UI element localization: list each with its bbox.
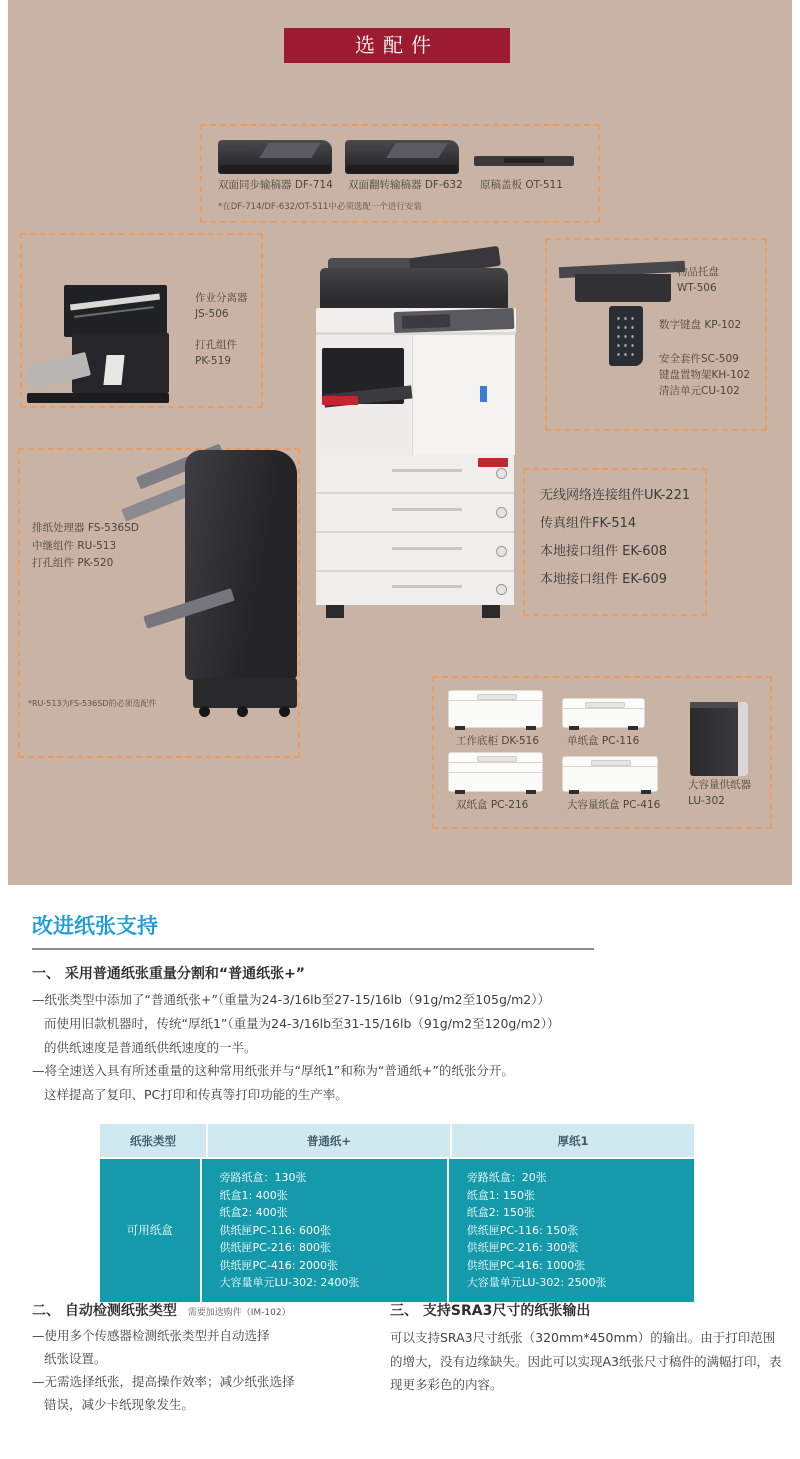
ek608-label: 本地接口组件 EK-608	[540, 544, 668, 559]
js506-label	[195, 291, 248, 322]
df714-image	[218, 140, 332, 174]
finisher-caster-2	[237, 706, 248, 717]
pc416-handle	[591, 760, 631, 766]
pk519-slot	[103, 355, 124, 385]
title-underline	[32, 948, 594, 950]
thick-bypass: 旁路纸盒：20张	[466, 1171, 547, 1184]
header-plain-plus: 普通纸+	[208, 1124, 450, 1157]
section2-line4: 错误，减少卡纸现象发生。	[44, 1397, 195, 1412]
pc216-image	[448, 752, 543, 792]
plain-pc416: 供纸匣PC-416: 2000张	[219, 1258, 339, 1272]
section-banner: 选配件	[284, 28, 510, 63]
mfp-drawer-2-handle	[392, 508, 462, 511]
finisher-note: *RU-513为FS-536SD的必须选配件	[28, 699, 157, 708]
pc416-foot-left	[569, 790, 579, 794]
plain-tray1: 纸盒1: 400张	[219, 1188, 288, 1202]
lu302-image	[690, 702, 748, 776]
pk520-label: 打孔组件 PK-520	[32, 557, 114, 569]
thick-tray2: 纸盒2: 150张	[466, 1206, 535, 1219]
mfp-drawer-4-indicator	[496, 584, 507, 595]
dk516-handle	[477, 694, 517, 700]
js506-name: 作业分离器	[195, 292, 248, 304]
mfp-foot-left	[326, 605, 344, 618]
lu302-name: 大容量供纸器	[688, 779, 751, 791]
lu302-top	[690, 702, 738, 708]
df632-base	[347, 165, 457, 172]
mfp-drawer-2	[316, 494, 514, 533]
mfp-panel-screen	[402, 314, 450, 329]
wt506-model: WT-506	[677, 281, 717, 294]
df714-tray-highlight	[259, 143, 320, 158]
plain-tray2: 纸盒2: 400张	[219, 1206, 288, 1219]
lu302-label	[688, 778, 751, 809]
plain-plus-capacities	[202, 1159, 447, 1302]
sc509-label: 安全套件SC-509	[659, 353, 739, 365]
tray-options-group	[432, 676, 772, 829]
feeder-note: *在DF-714/DF-632/OT-511中必须选配一个进行安装	[218, 202, 422, 212]
kit-lines	[540, 482, 690, 594]
ot511-detail	[504, 158, 544, 163]
brand-logo-badge	[322, 396, 358, 405]
mfp-drawer-3-handle	[392, 547, 462, 550]
plain-pc216: 供纸匣PC-216: 800张	[219, 1241, 332, 1254]
pc216-handle	[477, 756, 517, 762]
mfp-drawer-1-handle	[392, 469, 462, 472]
feeder-options-group	[200, 124, 600, 223]
pc416-label: 大容量纸盒 PC-416	[567, 799, 661, 811]
pc416-image	[562, 756, 658, 792]
mfp-image	[292, 252, 518, 624]
fs536sd-label: 排纸处理器 FS-536SD	[32, 522, 139, 534]
pk519-base	[27, 393, 169, 403]
wt506-body	[575, 274, 671, 302]
table-body-row	[100, 1159, 694, 1302]
pc216-divider	[449, 772, 542, 773]
df632-image	[345, 140, 459, 174]
thick-pc216: 供纸匣PC-216: 300张	[466, 1241, 579, 1254]
energy-sticker	[480, 386, 487, 402]
right-options-group	[545, 238, 767, 431]
section2-line1: —使用多个传感器检测纸张类型并自动选择	[32, 1328, 270, 1343]
pc116-foot-left	[569, 726, 579, 730]
ot511-label: 原稿盖板 OT-511	[480, 179, 563, 191]
row-label-trays: 可用纸盒	[100, 1159, 200, 1302]
kp102-label: 数字键盘 KP-102	[659, 319, 742, 331]
pc116-image	[562, 698, 645, 728]
pk519-image	[27, 333, 169, 403]
df632-label: 双面翻转输稿器 DF-632	[348, 179, 463, 191]
pc116-handle	[585, 702, 625, 708]
section2-line2: 纸张设置。	[44, 1351, 107, 1366]
pc216-foot-left	[455, 790, 465, 794]
section2-line3: —无需选择纸张，提高操作效率；减少纸张选择	[32, 1374, 295, 1389]
mfp-drawer-4	[316, 572, 514, 605]
finisher-caster-3	[279, 706, 290, 717]
thick-pc116: 供纸匣PC-116: 150张	[466, 1223, 579, 1237]
pc216-label: 双纸盒 PC-216	[456, 799, 529, 811]
dk516-label: 工作底柜 DK-516	[456, 735, 540, 747]
mfp-foot-right	[482, 605, 500, 618]
pc116-foot-right	[628, 726, 638, 730]
finisher-tower	[185, 450, 297, 680]
thick-pc416: 供纸匣PC-416: 1000张	[466, 1258, 586, 1272]
table-header-row	[100, 1124, 694, 1157]
pc416-foot-right	[641, 790, 651, 794]
finisher-base	[193, 678, 297, 708]
mfp-tray-stack	[316, 455, 514, 605]
section2-title-text: 二、 自动检测纸张类型	[32, 1303, 177, 1319]
pk519-model: PK-519	[195, 354, 231, 367]
section1-line2: 而使用旧款机器时，传统“厚纸1”（重量为24-3/16lb至31-15/16lb（91g/m2至120g/m2））	[44, 1016, 560, 1031]
pc216-foot-right	[526, 790, 536, 794]
paper-capacity-table	[100, 1124, 694, 1302]
df632-tray-highlight	[386, 143, 447, 158]
mfp-adf-body	[320, 268, 508, 310]
dk516-foot-left	[455, 726, 465, 730]
kh102-label: 键盘置物架KH-102	[659, 369, 751, 381]
header-paper-type: 纸张类型	[100, 1124, 206, 1157]
ru513-label: 中继组件 RU-513	[32, 539, 117, 552]
mfp-drawer-4-handle	[392, 585, 462, 588]
wt506-name: 物品托盘	[677, 266, 719, 278]
lu302-model: LU-302	[688, 794, 725, 807]
section1-title: 一、 采用普通纸张重量分割和“普通纸张+”	[32, 966, 306, 982]
js506-model: JS-506	[195, 307, 229, 320]
plain-bypass: 旁路纸盒：130张	[219, 1171, 307, 1184]
section1-line1: —纸张类型中添加了“普通纸张+”（重量为24-3/16lb至27-15/16lb（91g/m2至105g/m2））	[32, 992, 550, 1007]
mfp-control-panel	[394, 308, 515, 333]
section2-option-tag: 需要加选购件（IM-102）	[187, 1308, 291, 1318]
dk516-foot-right	[526, 726, 536, 730]
wt506-label	[677, 265, 719, 296]
ot511-image	[474, 156, 574, 166]
wt506-image	[559, 260, 689, 308]
dk516-image	[448, 690, 543, 728]
pc116-label: 单纸盒 PC-116	[567, 735, 640, 747]
section2-title	[32, 1300, 291, 1320]
finisher-image	[75, 450, 310, 725]
thick1-capacities	[449, 1159, 694, 1302]
plain-lu302: 大容量单元LU-302: 2400张	[219, 1276, 360, 1289]
mfp-drawer-2-indicator	[496, 507, 507, 518]
pk519-label	[195, 338, 237, 369]
mfp-drawer-3-indicator	[496, 546, 507, 557]
plain-pc116: 供纸匣PC-116: 600张	[219, 1223, 332, 1237]
df714-label: 双面同步输稿器 DF-714	[218, 179, 333, 191]
finisher-caster-1	[199, 706, 210, 717]
mfp-body-right	[412, 335, 515, 455]
mfp-drawer-3	[316, 533, 514, 572]
df714-base	[220, 165, 330, 172]
thick-tray1: 纸盒1: 150张	[466, 1188, 535, 1202]
js506-image	[64, 285, 167, 337]
cu102-label: 清洁单元CU-102	[659, 385, 740, 397]
kp102-keys	[615, 314, 635, 356]
model-badge	[478, 458, 508, 467]
mfp-drawer-1-indicator	[496, 468, 507, 479]
pk519-name: 打孔组件	[195, 339, 237, 351]
left-options-group	[20, 233, 263, 408]
paper-section-title: 改进纸张支持	[32, 914, 158, 938]
header-thick1: 厚纸1	[452, 1124, 694, 1157]
kp102-image	[609, 306, 643, 366]
section1-line4: —将全速送入具有所述重量的这种常用纸张并与“厚纸1”和称为“普通纸+”的纸张分开。	[32, 1063, 514, 1078]
lu302-side	[738, 702, 748, 776]
ek609-label: 本地接口组件 EK-609	[540, 572, 668, 587]
uk221-label: 无线网络连接组件UK-221	[540, 488, 691, 503]
section3-title: 三、 支持SRA3尺寸的纸张输出	[390, 1303, 591, 1319]
section1-line3: 的供纸速度是普通纸供纸速度的一半。	[44, 1040, 257, 1055]
section1-line5: 这样提高了复印、PC打印和传真等打印功能的生产率。	[44, 1087, 348, 1102]
section3-text: 可以支持SRA3尺寸纸张（320mm*450mm）的输出。由于打印范围的增大，没有边缘缺失。因此可以实现A3纸张尺寸稿件的满幅打印，表现更多彩色的内容。	[390, 1330, 782, 1392]
thick-lu302: 大容量单元LU-302: 2500张	[466, 1276, 607, 1289]
fk514-label: 传真组件FK-514	[540, 516, 637, 531]
kit-options-group	[523, 468, 707, 616]
